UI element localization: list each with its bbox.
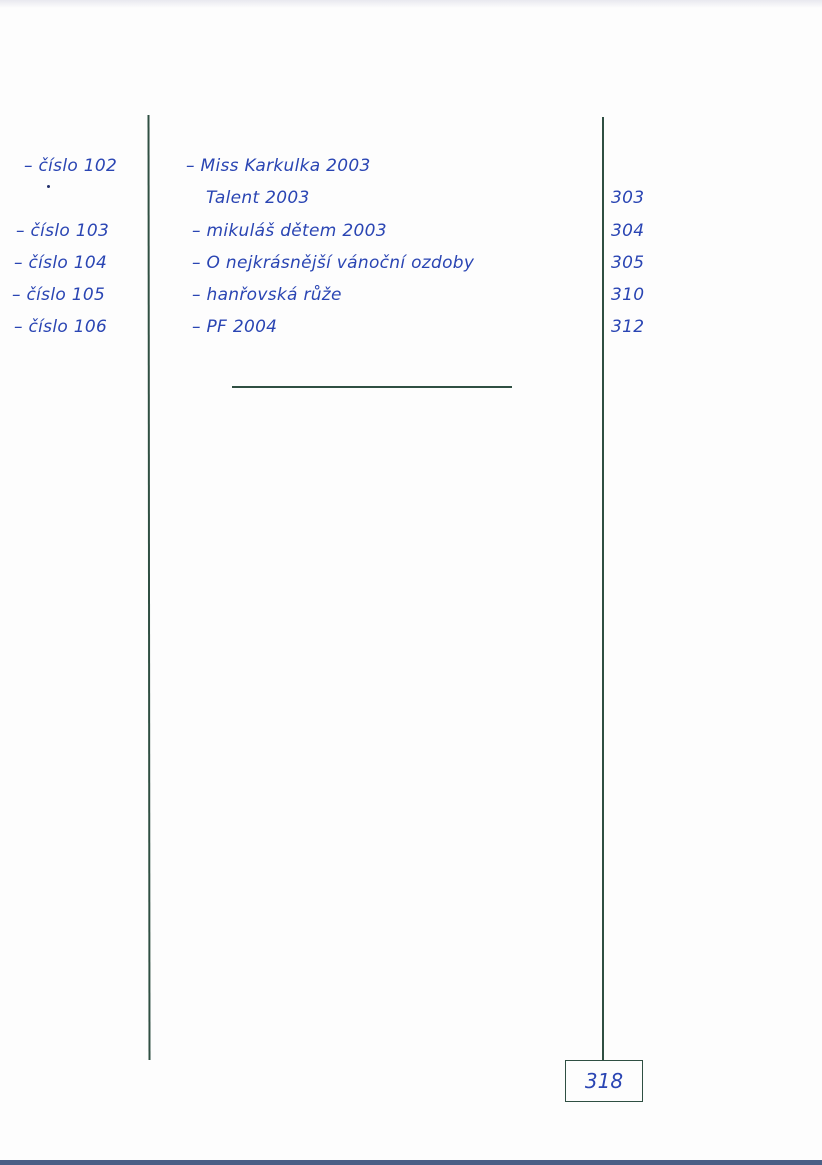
entry-3-page: 304 [611,221,645,241]
scan-bottom-edge [0,1160,822,1165]
entry-2-page: 303 [611,188,645,208]
entry-2-title: Talent 2003 [206,188,310,208]
entry-5-title: – hanřovská růže [192,285,342,305]
entry-3-issue: – číslo 103 [16,221,110,241]
entry-4-title: – O nejkrásnější vánoční ozdoby [192,253,475,273]
end-of-list-rule [232,386,512,388]
entry-5-page: 310 [611,285,645,305]
scan-top-edge [0,0,822,8]
right-column-rule [602,117,604,1060]
entry-5-issue: – číslo 105 [12,285,106,305]
entry-4-issue: – číslo 104 [14,253,108,273]
entry-6-page: 312 [611,317,645,337]
page-number: 318 [584,1069,624,1093]
entry-3-title: – mikuláš dětem 2003 [192,221,387,241]
entry-1-issue: – číslo 102 [24,156,118,176]
ink-dot [47,185,50,188]
entry-6-title: – PF 2004 [192,317,278,337]
entry-6-issue: – číslo 106 [14,317,108,337]
entry-4-page: 305 [611,253,645,273]
page-number-box [565,1060,643,1102]
entry-1-title: – Miss Karkulka 2003 [186,156,371,176]
